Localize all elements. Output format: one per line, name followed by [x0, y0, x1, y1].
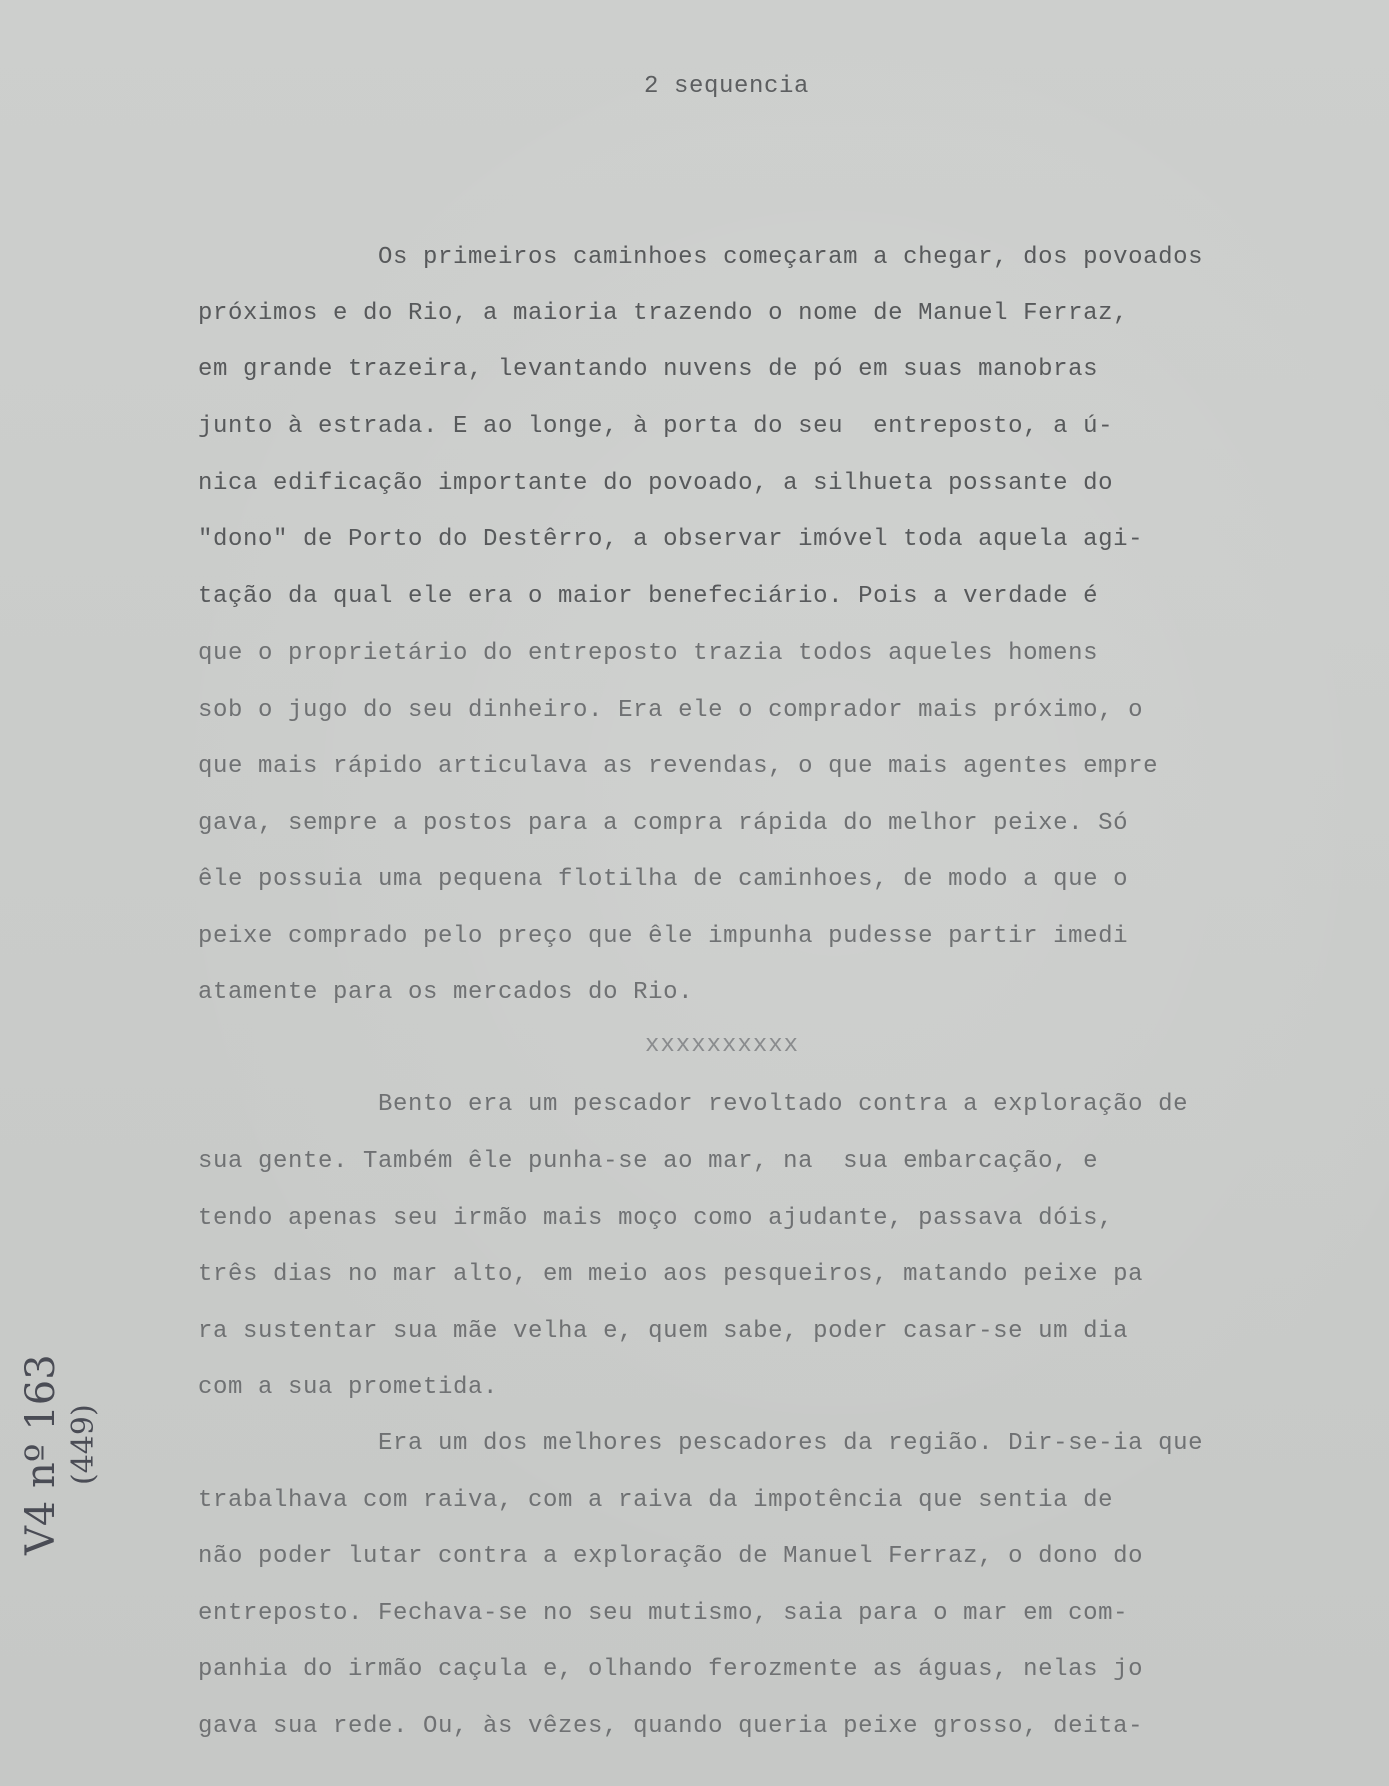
text-line: gava sua rede. Ou, às vêzes, quando queria peixe grosso, deita-	[198, 1713, 1144, 1740]
text-line: com a sua prometida.	[198, 1374, 499, 1401]
text-line: Os primeiros caminhoes começaram a chegar, dos povoados	[198, 244, 1204, 271]
text-line: próximos e do Rio, a maioria trazendo o nome de Manuel Ferraz,	[198, 300, 1129, 327]
text-line: êle possuia uma pequena flotilha de caminhoes, de modo a que o	[198, 866, 1129, 893]
section-separator: xxxxxxxxxx	[645, 1032, 800, 1059]
text-line: peixe comprado pelo preço que êle impunha pudesse partir imedi	[198, 923, 1129, 950]
text-line: Bento era um pescador revoltado contra a exploração de	[198, 1091, 1189, 1118]
text-line: "dono" de Porto do Destêrro, a observar imóvel toda aquela agi-	[198, 526, 1144, 553]
text-line: ra sustentar sua mãe velha e, quem sabe, poder casar-se um dia	[198, 1318, 1129, 1345]
text-line: gava, sempre a postos para a compra rápida do melhor peixe. Só	[198, 810, 1129, 837]
text-line: sua gente. Também êle punha-se ao mar, na sua embarcação, e	[198, 1148, 1099, 1175]
page-heading: 2 sequencia	[644, 73, 810, 100]
text-line: Era um dos melhores pescadores da região. Dir-se-ia que	[198, 1430, 1204, 1457]
text-line: trabalhava com raiva, com a raiva da impotência que sentia de	[198, 1487, 1114, 1514]
text-line: que mais rápido articulava as revendas, o que mais agentes empre	[198, 753, 1159, 780]
text-line: tendo apenas seu irmão mais moço como ajudante, passava dóis,	[198, 1205, 1114, 1232]
text-line: sob o jugo do seu dinheiro. Era ele o comprador mais próximo, o	[198, 697, 1144, 724]
margin-note-sub: (449)	[66, 1404, 101, 1485]
text-line: em grande trazeira, levantando nuvens de pó em suas manobras	[198, 356, 1099, 383]
text-line: panhia do irmão caçula e, olhando ferozmente as águas, nelas jo	[198, 1656, 1144, 1683]
text-line: não poder lutar contra a exploração de Manuel Ferraz, o dono do	[198, 1543, 1144, 1570]
text-line: nica edificação importante do povoado, a silhueta possante do	[198, 470, 1114, 497]
text-line: três dias no mar alto, em meio aos pesqueiros, matando peixe pa	[198, 1261, 1144, 1288]
text-line: entreposto. Fechava-se no seu mutismo, saia para o mar em com-	[198, 1600, 1129, 1627]
margin-note-main: V4 nº 163	[18, 1354, 64, 1555]
handwritten-margin-note	[18, 1354, 108, 1555]
text-line: junto à estrada. E ao longe, à porta do seu entreposto, a ú-	[198, 413, 1114, 440]
text-line: que o proprietário do entreposto trazia todos aqueles homens	[198, 640, 1099, 667]
text-line: tação da qual ele era o maior benefeciário. Pois a verdade é	[198, 583, 1099, 610]
text-line: atamente para os mercados do Rio.	[198, 979, 694, 1006]
